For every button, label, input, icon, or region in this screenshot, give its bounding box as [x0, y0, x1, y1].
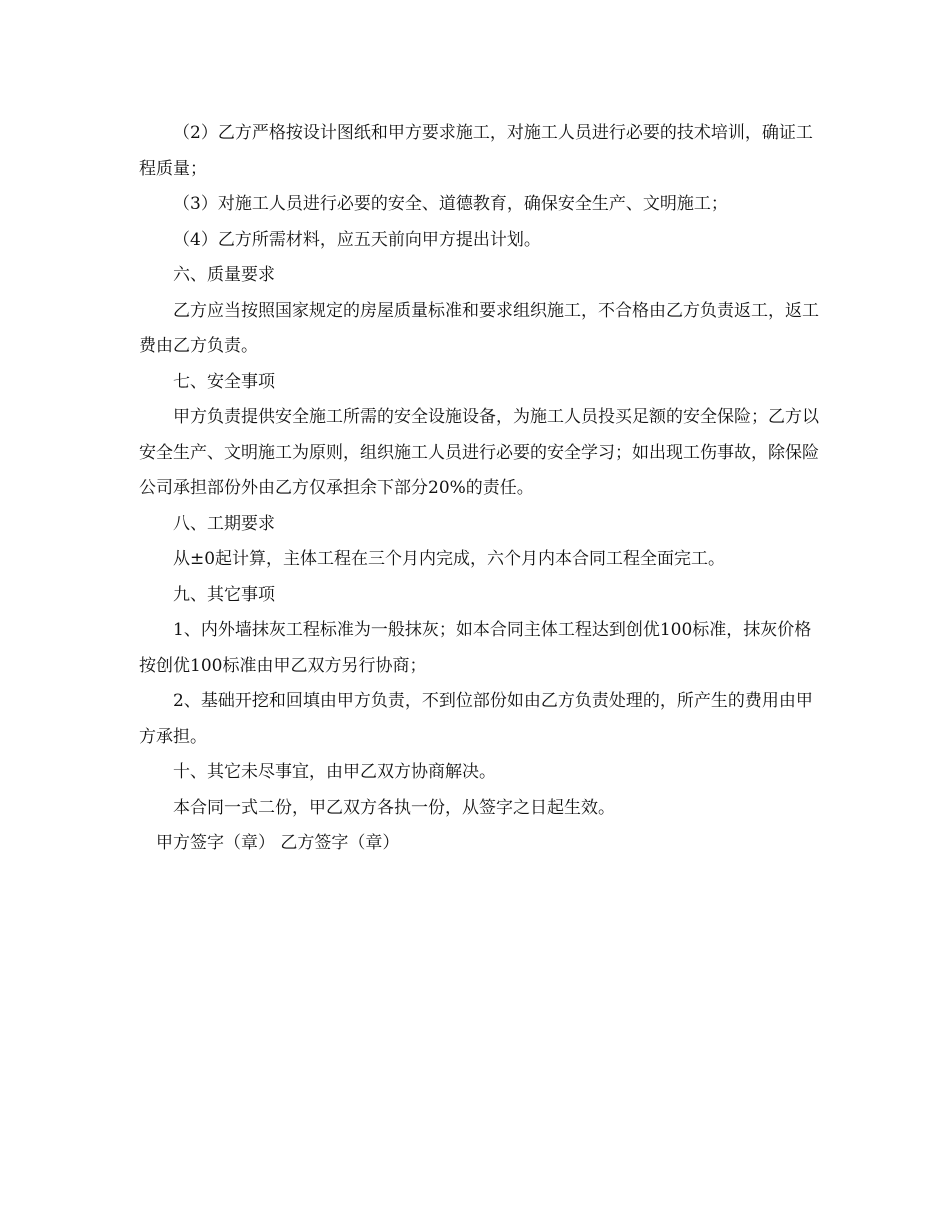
section-heading-quality: 六、质量要求 [173, 265, 275, 285]
other-item-2-foundation: 2、基础开挖和回填由甲方负责，不到位部份如由乙方负责处理的，所产生的费用由甲方承担。 [139, 691, 813, 747]
document-body [139, 116, 819, 862]
schedule-paragraph: 从±0起计算，主体工程在三个月内完成，六个月内本合同工程全面完工。 [173, 549, 726, 569]
clause-4-materials-plan: （4）乙方所需材料，应五天前向甲方提出计划。 [173, 229, 541, 250]
clause-3-safety-education: （3）对施工人员进行必要的安全、道德教育，确保安全生产、文明施工； [173, 194, 728, 214]
section-heading-schedule: 八、工期要求 [173, 513, 275, 534]
section-heading-misc: 十、其它未尽事宜，由甲乙双方协商解决。 [173, 762, 496, 782]
quality-paragraph: 乙方应当按照国家规定的房屋质量标准和要求组织施工，不合格由乙方负责返工，返工费由乙方负责。 [139, 300, 819, 356]
safety-paragraph: 甲方负责提供安全施工所需的安全设施设备，为施工人员投买足额的安全保险；乙方以安全生产、文明施工为原则，组织施工人员进行必要的安全学习；如出现工伤事故，除保险公司承担部份外由乙方仅承担余下部分20%的责任。 [139, 407, 819, 498]
clause-2-technical-training: （2）乙方严格按设计图纸和甲方要求施工，对施工人员进行必要的技术培训，确证工程质量； [139, 123, 813, 179]
copies-effective-paragraph: 本合同一式二份，甲乙双方各执一份，从签字之日起生效。 [173, 797, 615, 818]
signature-line: 甲方签字（章） 乙方签字（章） [156, 833, 400, 853]
section-heading-safety: 七、安全事项 [173, 371, 275, 392]
other-item-1-plastering: 1、内外墙抹灰工程标准为一般抹灰；如本合同主体工程达到创优100标准，抹灰价格按创优100标准由甲乙双方另行协商； [139, 620, 812, 676]
section-heading-other: 九、其它事项 [173, 584, 275, 605]
